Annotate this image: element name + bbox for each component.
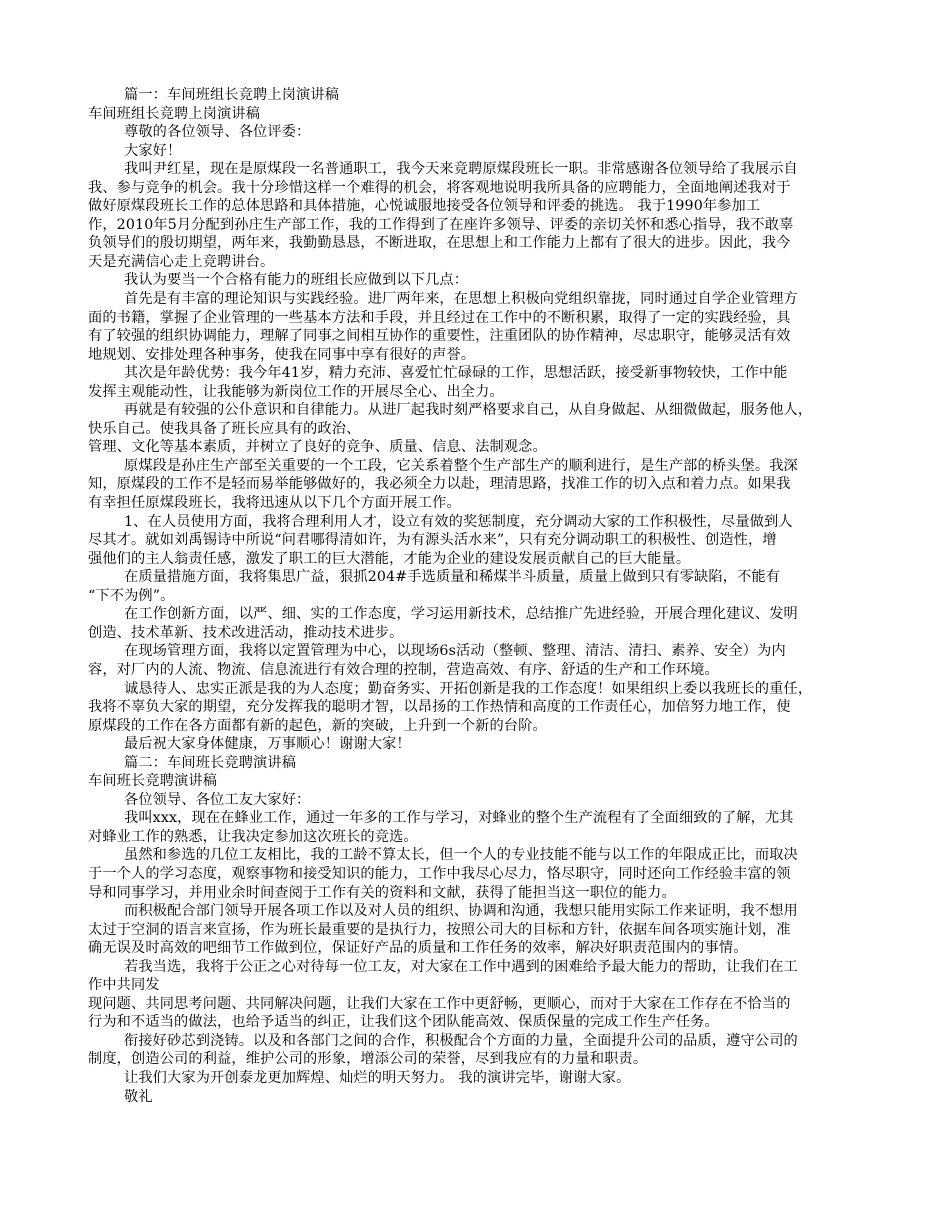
text-line: 原煤段的工作在各方面都有新的起色，新的突破，上升到一个新的台阶。 bbox=[88, 717, 547, 734]
text-line: 负领导们的殷切期望，两年来，我勤勤恳恳，不断进取，在思想上和工作能力上都有了很大的进步。因此，我今 bbox=[88, 235, 791, 252]
text-line: 我叫尹红星，现在是原煤段一名普通职工，我今天来竞聘原煤段班长一职。非常感谢各位领导给了我展示自 bbox=[124, 161, 798, 178]
text-line: 大家好！ bbox=[124, 142, 182, 159]
text-line: 我、参与竞争的机会。我十分珍惜这样一个难得的机会，将客观地说明我所具备的应聘能力，全面地阐述我对于 bbox=[88, 179, 791, 196]
text-line: 各位领导、各位工友大家好： bbox=[124, 791, 311, 808]
text-line: 容，对厂内的人流、物流、信息流进行有效合理的控制，营造高效、有序、舒适的生产和工作环境。 bbox=[88, 661, 719, 678]
text-line: 最后祝大家身体健康，万事顺心！谢谢大家！ bbox=[124, 736, 411, 753]
text-line: 创造、技术革新、技术改进活动，推动技术进步。 bbox=[88, 624, 404, 641]
text-line: 在质量措施方面，我将集思广益，狠抓204#手选质量和稀煤半斗质量，质量上做到只有零缺陷，不能有 bbox=[124, 569, 781, 586]
text-line: 我叫xxx，现在在蜂业工作，通过一年多的工作与学习，对蜂业的整个生产流程有了全面细致的了解，尤其 bbox=[124, 810, 794, 827]
text-line: 1、在人员使用方面，我将合理利用人才，设立有效的奖惩制度，充分调动大家的工作积极性，尽量做到人 bbox=[124, 513, 793, 530]
text-line: 作中共同发 bbox=[88, 977, 160, 994]
text-line: 导和同事学习，并用业余时间查阅于工作有关的资料和文献，获得了能担当这一职位的能力。 bbox=[88, 884, 676, 901]
text-line: 首先是有丰富的理论知识与实践经验。进厂两年来，在思想上积极向党组织靠拢，同时通过自学企业管理方 bbox=[124, 291, 798, 308]
text-line: 管理、文化等基本素质，并树立了良好的竞争、质量、信息、法制观念。 bbox=[88, 439, 547, 456]
text-line: 制度，创造公司的利益，维护公司的形象，增添公司的荣誉，尽到我应有的力量和职责。 bbox=[88, 1051, 648, 1068]
text-line: 敬礼 bbox=[124, 1088, 153, 1105]
text-line: 我认为要当一个合格有能力的班组长应做到以下几点： bbox=[124, 272, 469, 289]
text-line: 对蜂业工作的熟悉，让我决定参加这次班长的竞选。 bbox=[88, 828, 418, 845]
text-line: 其次是年龄优势：我今年41岁，精力充沛、喜爱忙忙碌碌的工作，思想活跃，接受新事物较快，工作中能 bbox=[124, 365, 788, 382]
text-line: 尽其才。就如刘禹锡诗中所说“问君哪得清如许，为有源头活水来”，只有充分调动职工的积极性、创造性，增 bbox=[88, 532, 777, 549]
text-line: 再就是有较强的公仆意识和自律能力。从进厂起我时刻严格要求自己，从自身做起、从细微做起，服务他人， bbox=[124, 402, 813, 419]
text-line: 在现场管理方面，我将以定置管理为中心，以现场6s活动（整顿、整理、清洁、清扫、素养、安全）为内 bbox=[124, 643, 786, 660]
text-line: 做好原煤段班长工作的总体思路和具体措施，心悦诚服地接受各位领导和评委的挑选。 我于1990年参加工 bbox=[88, 198, 761, 215]
text-line: 车间班组长竞聘上岗演讲稿 bbox=[88, 105, 261, 122]
text-line: “下不为例”。 bbox=[88, 587, 175, 604]
text-line: 面的书籍，掌握了企业管理的一些基本方法和手段，并且经过在工作中的不断积累，取得了一定的实践经验，具 bbox=[88, 309, 791, 326]
text-line: 太过于空洞的语言来宣扬，作为班长最重要的是执行力，按照公司大的目标和方针，依据车间各项实施计划，准 bbox=[88, 921, 791, 938]
text-line: 在工作创新方面，以严、细、实的工作态度，学习运用新技术，总结推广先进经验，开展合理化建议、发明 bbox=[124, 606, 798, 623]
text-line: 篇一：车间班组长竞聘上岗演讲稿 bbox=[124, 87, 340, 103]
text-line: 快乐自己。使我具备了班长应具有的政治、 bbox=[88, 420, 361, 437]
text-line: 确无误及时高效的吧细节工作做到位，保证好产品的质量和工作任务的效率，解决好职责范围内的事情。 bbox=[88, 940, 748, 957]
text-line: 诚恳待人、忠实正派是我的为人态度；勤奋务实、开拓创新是我的工作态度！如果组织上委以我班长的重任， bbox=[124, 680, 813, 697]
text-line: 衔接好砂芯到浇铸。以及和各部门之间的合作，积极配合个方面的力量，全面提升公司的品质，遵守公司的 bbox=[124, 1032, 798, 1049]
document-body bbox=[88, 86, 866, 1106]
text-line: 地规划、安排处理各种事务，使我在同事中享有很好的声誉。 bbox=[88, 346, 476, 363]
text-line: 天是充满信心走上竞聘讲台。 bbox=[88, 253, 275, 270]
text-line: 虽然和参选的几位工友相比，我的工龄不算太长，但一个人的专业技能不能与以工作的年限成正比，而取决 bbox=[124, 847, 798, 864]
text-line: 让我们大家为开创泰龙更加辉煌、灿烂的明天努力。 我的演讲完毕，谢谢大家。 bbox=[124, 1069, 631, 1086]
text-line: 行为和不适当的做法，也给予适当的纠正，让我们这个团队能高效、保质保量的完成工作生产任务。 bbox=[88, 1014, 719, 1031]
text-line: 发挥主观能动性，让我能够为新岗位工作的开展尽全心、出全力。 bbox=[88, 383, 504, 400]
text-line: 有幸担任原煤段班长，我将迅速从以下几个方面开展工作。 bbox=[88, 495, 461, 512]
text-line: 作，2010年5月分配到孙庄生产部工作，我的工作得到了在座许多领导、评委的亲切关怀和悉心指导，我不敢辜 bbox=[88, 216, 794, 233]
text-line: 现问题、共同思考问题、共同解决问题，让我们大家在工作中更舒畅，更顺心，而对于大家在工作存在不恰当的 bbox=[88, 995, 791, 1012]
text-line: 尊敬的各位领导、各位评委： bbox=[124, 124, 311, 141]
text-line: 车间班长竞聘演讲稿 bbox=[88, 773, 218, 790]
text-line: 知，原煤段的工作不是轻而易举能够做好的，我必须全力以赴，理清思路，找准工作的切入点和着力点。如果我 bbox=[88, 476, 791, 493]
text-line: 若我当选，我将于公正之心对待每一位工友，对大家在工作中遇到的困难给予最大能力的帮助，让我们在工 bbox=[124, 958, 798, 975]
text-line: 于一个人的学习态度，观察事物和接受知识的能力，工作中我尽心尽力，恪尽职守，同时还向工作经验丰富的领 bbox=[88, 865, 791, 882]
text-line: 原煤段是孙庄生产部至关重要的一个工段，它关系着整个生产部生产的顺利进行，是生产部的桥头堡。我深 bbox=[124, 457, 798, 474]
text-line: 篇二：车间班长竞聘演讲稿 bbox=[124, 754, 297, 771]
text-line: 强他们的主人翁责任感，激发了职工的巨大潜能，才能为企业的建设发展贡献自己的巨大能量。 bbox=[88, 550, 691, 567]
text-line: 有了较强的组织协调能力，理解了同事之间相互协作的重要性，注重团队的协作精神，尽忠职守，能够灵活有效 bbox=[88, 328, 791, 345]
text-line: 而积极配合部门领导开展各项工作以及对人员的组织、协调和沟通，我想只能用实际工作来证明，我不想用 bbox=[124, 903, 798, 920]
text-line: 我将不辜负大家的期望，充分发挥我的聪明才智，以昂扬的工作热情和高度的工作责任心，加倍努力地工作，使 bbox=[88, 699, 791, 716]
